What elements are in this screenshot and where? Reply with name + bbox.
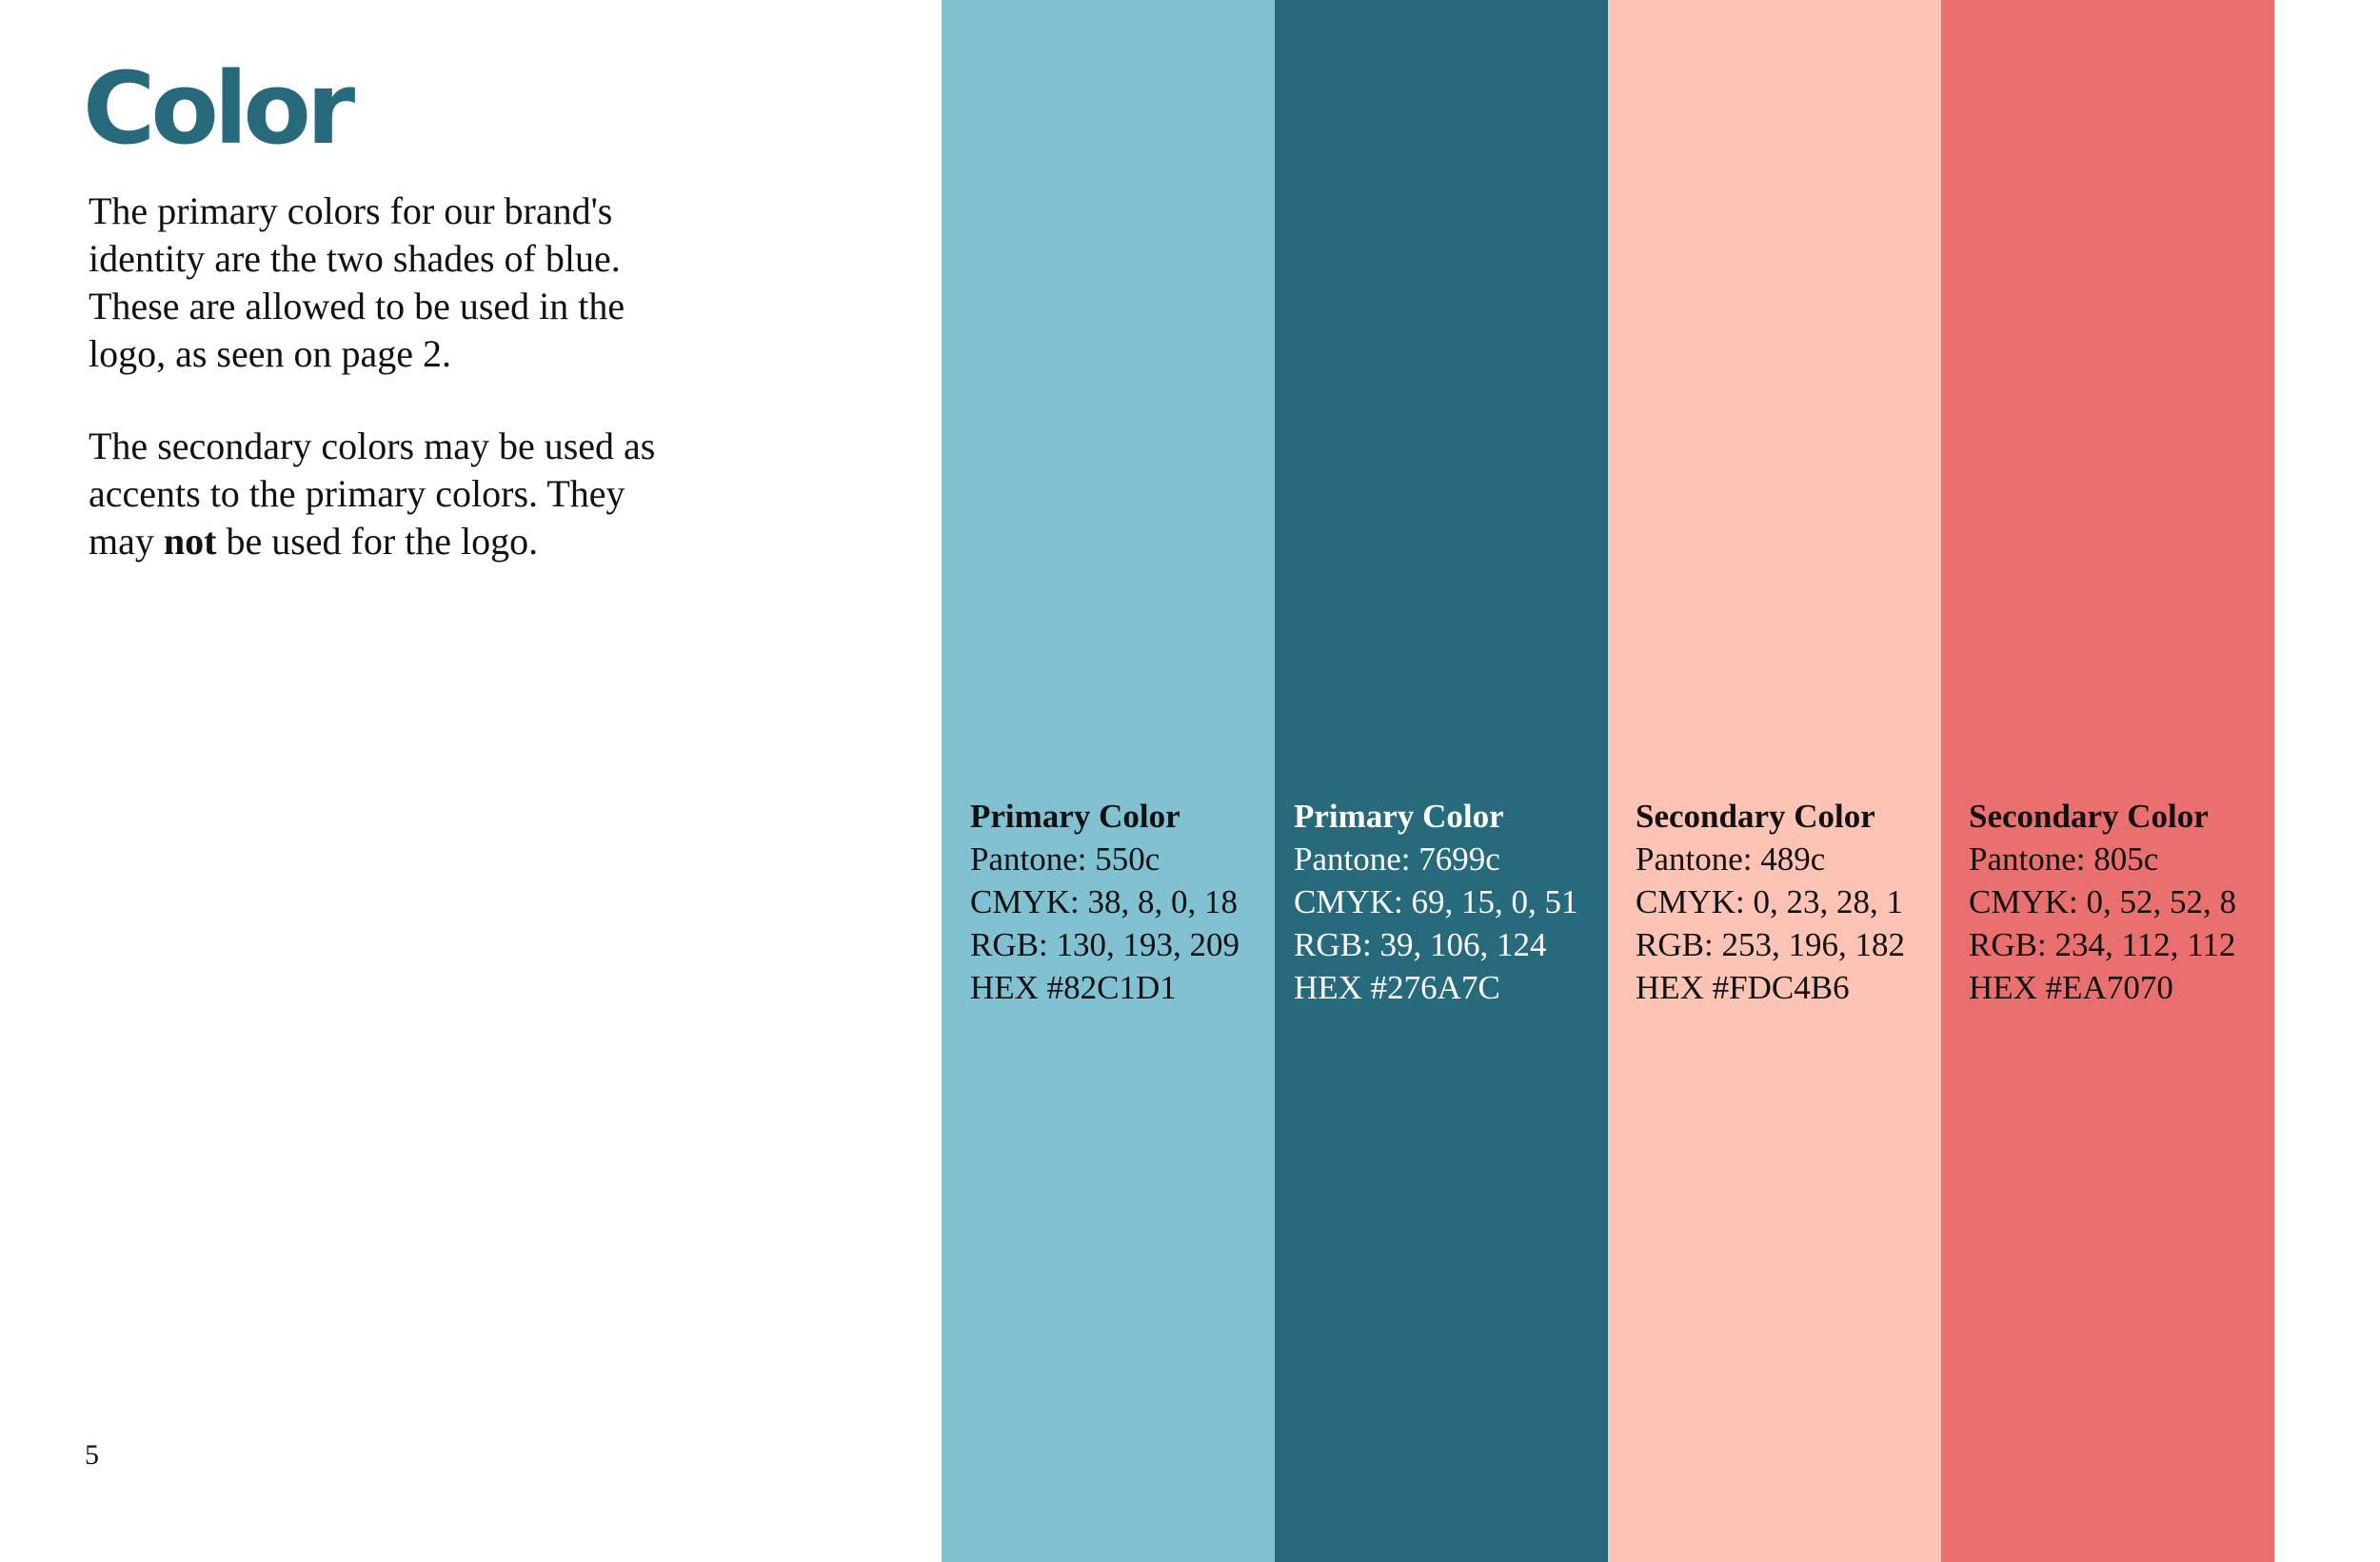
swatch-cmyk: CMYK: 69, 15, 0, 51 [1294,883,1578,920]
swatch-rgb: RGB: 130, 193, 209 [970,926,1240,963]
swatch-info [1636,795,1905,1009]
intro-secondary-text-end: be used for the logo. [216,520,539,563]
swatch-info [970,795,1240,1009]
swatch-rgb: RGB: 234, 112, 112 [1969,926,2236,963]
swatch-hex: HEX #82C1D1 [970,969,1177,1006]
swatch-pantone: Pantone: 7699c [1294,840,1500,878]
swatch-cmyk: CMYK: 38, 8, 0, 18 [970,883,1238,920]
page-number: 5 [85,1439,99,1471]
intro-secondary-text-start: The secondary colors may be used as accents to the primary colors. They may [89,425,656,563]
swatch-pantone: Pantone: 489c [1636,840,1826,878]
swatch-rgb: RGB: 253, 196, 182 [1636,926,1905,963]
swatch-hex: HEX #276A7C [1294,969,1500,1006]
swatch-cmyk: CMYK: 0, 23, 28, 1 [1636,883,1903,920]
swatch-label: Primary Color [1294,798,1504,835]
swatch-label: Secondary Color [1636,798,1875,835]
swatch-label: Primary Color [970,798,1180,835]
color-swatch-secondary-coral [1941,0,2274,1562]
swatch-cmyk: CMYK: 0, 52, 52, 8 [1969,883,2236,920]
swatch-pantone: Pantone: 550c [970,840,1160,878]
page-title: Color [83,50,351,167]
intro-text [89,188,660,610]
swatch-info [1294,795,1578,1009]
color-swatch-primary-dark-teal [1275,0,1608,1562]
intro-emphasis-not: not [163,520,217,563]
intro-paragraph-primary: The primary colors for our brand's identity are the two shades of blue. These are allowed to be used in the logo, as seen on page 2. [89,189,625,375]
swatch-hex: HEX #FDC4B6 [1636,969,1850,1006]
color-swatch-secondary-peach [1608,0,1941,1562]
swatch-label: Secondary Color [1969,798,2209,835]
swatch-rgb: RGB: 39, 106, 124 [1294,926,1547,963]
intro-paragraph-secondary [89,423,660,565]
swatch-hex: HEX #EA7070 [1969,969,2173,1006]
color-swatch-primary-light-blue [942,0,1275,1562]
swatch-pantone: Pantone: 805c [1969,840,2159,878]
swatch-info [1969,795,2236,1009]
